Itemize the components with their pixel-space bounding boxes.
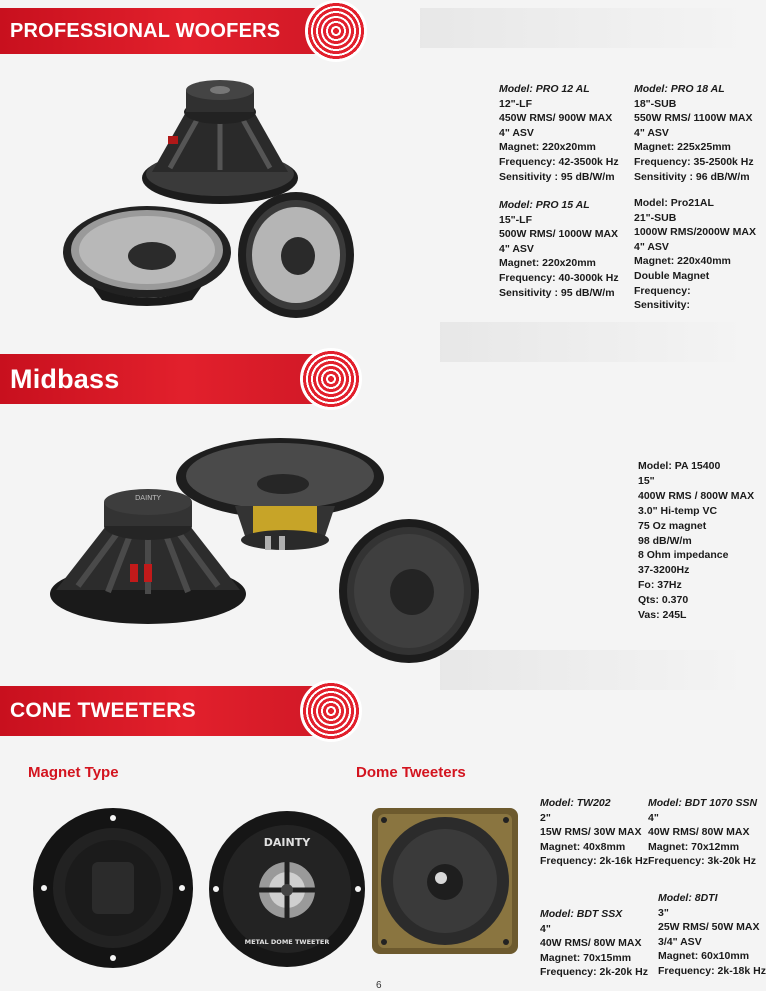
spec-line: 3/4" ASV bbox=[658, 935, 702, 948]
spec-line: 3" bbox=[658, 906, 669, 919]
spec-line: Magnet: 70x15mm bbox=[540, 951, 632, 964]
spec-line: 3.0" Hi-temp VC bbox=[638, 504, 718, 517]
spec-block-8dti bbox=[658, 891, 766, 979]
spec-model: Model: PRO 18 AL bbox=[634, 83, 725, 95]
spec-line: 15"-LF bbox=[499, 213, 532, 226]
spec-line: Sensitivity : 95 dB/W/m bbox=[499, 286, 615, 299]
section-title-tweeters: CONE TWEETERS bbox=[10, 699, 196, 722]
midbass-speaker-front-image bbox=[338, 518, 480, 664]
concentric-circle-icon bbox=[300, 348, 362, 410]
spec-line: 4" ASV bbox=[634, 240, 669, 253]
brand-label: DAINTY bbox=[263, 836, 311, 849]
spec-line: 4" ASV bbox=[499, 242, 534, 255]
spec-line: Qts: 0.370 bbox=[638, 594, 689, 607]
spec-block-pro12al bbox=[499, 82, 619, 184]
spec-line: 450W RMS/ 900W MAX bbox=[499, 112, 613, 125]
spec-line: 15" bbox=[638, 474, 655, 487]
spec-line: 25W RMS/ 50W MAX bbox=[658, 921, 760, 934]
spec-block-pro15al bbox=[499, 198, 619, 300]
spec-line: 400W RMS / 800W MAX bbox=[638, 489, 755, 502]
spec-line: 550W RMS/ 1100W MAX bbox=[634, 112, 753, 125]
spec-line: Sensitivity: bbox=[634, 299, 691, 312]
page-number: 6 bbox=[376, 980, 382, 991]
spec-line: Frequency: bbox=[634, 284, 691, 297]
spec-line: Sensitivity : 95 dB/W/m bbox=[499, 170, 615, 183]
spec-line: 98 dB/W/m bbox=[638, 534, 692, 547]
subheading-dome-tweeters: Dome Tweeters bbox=[356, 764, 466, 781]
spec-model: Model: PA 15400 bbox=[638, 460, 721, 472]
tweeter-square-dome-image bbox=[370, 806, 520, 956]
section-header-midbass bbox=[0, 354, 335, 404]
subheading-magnet-type: Magnet Type bbox=[28, 764, 119, 781]
concentric-circle-icon bbox=[305, 0, 367, 62]
tweeter-metal-dome-image bbox=[208, 806, 366, 972]
spec-line: Frequency: 40-3000k Hz bbox=[499, 271, 619, 284]
spec-line: Magnet: 70x12mm bbox=[648, 840, 740, 853]
spec-block-pro21al bbox=[634, 196, 756, 313]
spec-line: Magnet: 220x20mm bbox=[499, 257, 596, 270]
spec-block-bdtssx bbox=[540, 907, 648, 980]
spec-line: Frequency: 35-2500k Hz bbox=[634, 155, 754, 168]
concentric-circle-icon bbox=[300, 680, 362, 742]
spec-line: Frequency: 2k-20k Hz bbox=[540, 966, 648, 979]
section-title-woofers: PROFESSIONAL WOOFERS bbox=[10, 19, 281, 42]
spec-line: 4" ASV bbox=[499, 126, 534, 139]
spec-block-pa15400 bbox=[638, 459, 754, 623]
spec-line: 18"-SUB bbox=[634, 97, 677, 110]
section-title-midbass: Midbass bbox=[10, 363, 120, 394]
spec-line: Frequency: 3k-20k Hz bbox=[648, 855, 756, 868]
spec-model: Model: 8DTI bbox=[658, 892, 718, 904]
spec-line: Magnet: 220x20mm bbox=[499, 141, 596, 154]
tweeter-ring-label: METAL DOME TWEETER bbox=[244, 938, 330, 946]
tweeter-magnet-back-image bbox=[30, 808, 196, 968]
spec-line: Frequency: 2k-18k Hz bbox=[658, 964, 766, 977]
spec-line: 21"-SUB bbox=[634, 211, 677, 224]
spec-line: 8 Ohm impedance bbox=[638, 549, 729, 562]
spec-line: Magnet: 220x40mm bbox=[634, 255, 731, 268]
spec-line: Fo: 37Hz bbox=[638, 579, 682, 592]
spec-block-bdt1070ssn bbox=[648, 796, 757, 869]
section-header-woofers bbox=[0, 8, 340, 54]
spec-line: 4" ASV bbox=[634, 126, 669, 139]
spec-model: Model: BDT SSX bbox=[540, 908, 623, 920]
spec-line: Frequency: 42-3500k Hz bbox=[499, 155, 619, 168]
woofer-speaker-back-image bbox=[140, 68, 300, 208]
spec-model: Model: PRO 12 AL bbox=[499, 83, 590, 95]
spec-line: Magnet: 225x25mm bbox=[634, 141, 731, 154]
faded-banner-low bbox=[440, 650, 750, 690]
spec-line: Sensitivity : 96 dB/W/m bbox=[634, 170, 750, 183]
brand-label: DAINTY bbox=[135, 494, 161, 502]
section-header-tweeters bbox=[0, 686, 335, 736]
spec-line: 37-3200Hz bbox=[638, 564, 690, 577]
faded-banner-mid bbox=[440, 322, 750, 362]
spec-line: Double Magnet bbox=[634, 269, 710, 282]
spec-model: Model: PRO 15 AL bbox=[499, 199, 590, 211]
woofer-speaker-angled-image bbox=[62, 200, 232, 310]
spec-line: 75 Oz magnet bbox=[638, 519, 707, 532]
spec-model: Model: BDT 1070 SSN bbox=[648, 797, 758, 809]
woofer-speaker-front-image bbox=[236, 190, 356, 320]
spec-block-tw202 bbox=[540, 796, 648, 869]
spec-line: 15W RMS/ 30W MAX bbox=[540, 826, 642, 839]
spec-line: Magnet: 40x8mm bbox=[540, 840, 626, 853]
spec-line: 40W RMS/ 80W MAX bbox=[540, 937, 642, 950]
spec-line: 500W RMS/ 1000W MAX bbox=[499, 228, 619, 241]
spec-model: Model: TW202 bbox=[540, 797, 611, 809]
spec-line: 4" bbox=[648, 811, 659, 824]
spec-line: Vas: 245L bbox=[638, 609, 687, 622]
spec-line: Frequency: 2k-16k Hz bbox=[540, 855, 648, 868]
spec-line: 40W RMS/ 80W MAX bbox=[648, 826, 750, 839]
spec-block-pro18al bbox=[634, 82, 754, 184]
spec-line: 4" bbox=[540, 922, 551, 935]
spec-line: 2" bbox=[540, 811, 551, 824]
spec-line: 1000W RMS/2000W MAX bbox=[634, 226, 756, 239]
spec-model: Model: Pro21AL bbox=[634, 197, 714, 209]
spec-line: 12"-LF bbox=[499, 97, 532, 110]
faded-banner-top bbox=[420, 8, 750, 48]
spec-line: Magnet: 60x10mm bbox=[658, 950, 750, 963]
